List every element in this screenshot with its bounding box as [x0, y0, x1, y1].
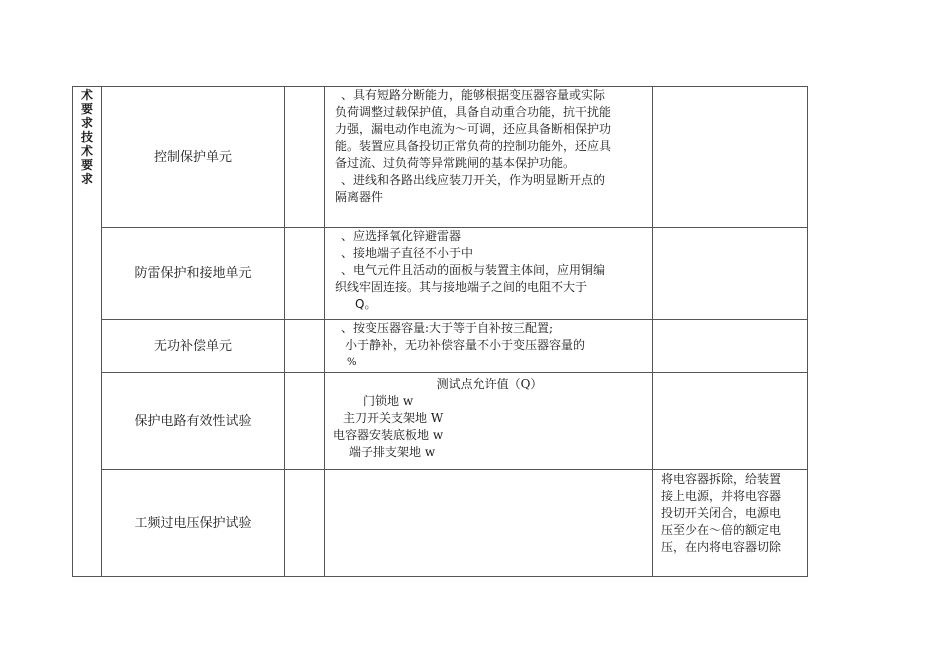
requirement-cell — [325, 320, 653, 373]
requirement-cell — [325, 470, 653, 577]
note-line: 压，在内将电容器切除 — [661, 540, 782, 554]
item-name: 保护电路有效性试验 — [102, 373, 285, 470]
requirement-cell — [325, 228, 653, 320]
requirement-line: 、进线和各路出线应装刀开关，作为明显断开点的 — [341, 173, 606, 187]
empty-cell — [285, 87, 325, 228]
note-cell — [653, 228, 808, 320]
note-cell — [653, 470, 808, 577]
requirement-line: 织线牢固连接。其与接地端子之间的电阻不大于 — [335, 280, 588, 294]
test-header: 测试点允许值（Q） — [436, 377, 543, 391]
note-cell — [653, 320, 808, 373]
note-cell — [653, 373, 808, 470]
table-row — [73, 470, 808, 577]
table-row — [73, 373, 808, 470]
item-name: 工频过电压保护试验 — [102, 470, 285, 577]
test-point: 电容器安装底板地 w — [333, 428, 444, 442]
requirement-line: 、接地端子直径不小于中 — [341, 246, 474, 260]
item-name: 防雷保护和接地单元 — [102, 228, 285, 320]
note-line: 压至少在～倍的额定电 — [661, 523, 782, 537]
table-row — [73, 320, 808, 373]
note-cell — [653, 87, 808, 228]
test-point: 主刀开关支架地 W — [343, 411, 444, 425]
requirement-line: 、具有短路分断能力，能够根据变压器容量或实际 — [341, 88, 606, 102]
technical-requirements-table — [72, 86, 808, 577]
requirement-line: 、按变压器容量:大于等于自补按三配置; — [341, 321, 554, 335]
test-point: 门锁地 w — [363, 394, 414, 408]
empty-cell — [285, 373, 325, 470]
table-row — [73, 87, 808, 228]
note-line: 接上电源，并将电容器 — [661, 489, 782, 503]
requirement-line: 备过流、过负荷等异常跳闸的基本保护功能。 — [335, 156, 576, 170]
empty-cell — [285, 470, 325, 577]
side-label-cell — [73, 87, 102, 577]
requirement-line: 力强，漏电动作电流为～可调，还应具备断相保护功 — [335, 122, 612, 136]
note-line: 投切开关闭合，电源电 — [661, 506, 782, 520]
requirement-line: 能。装置应具备投切正常负荷的控制功能外，还应具 — [335, 139, 612, 153]
empty-cell — [285, 228, 325, 320]
table-row — [73, 228, 808, 320]
requirement-cell — [325, 373, 653, 470]
requirement-line: 、电气元件且活动的面板与装置主体间，应用铜编 — [341, 263, 606, 277]
requirement-line: 、应选择氧化锌避雷器 — [341, 229, 462, 243]
test-point: 端子排支架地 w — [349, 445, 436, 459]
item-name: 无功补偿单元 — [102, 320, 285, 373]
requirement-line: 隔离器件 — [335, 190, 384, 204]
requirement-line: Q。 — [355, 297, 377, 311]
item-name: 控制保护单元 — [102, 87, 285, 228]
side-label: 术要求技术要求 — [80, 88, 93, 186]
note-line: 将电容器拆除，给装置 — [661, 472, 782, 486]
requirement-line: % — [347, 357, 357, 368]
requirement-cell — [325, 87, 653, 228]
requirement-line: 负荷调整过载保护值，具备自动重合功能，抗干扰能 — [335, 105, 612, 119]
empty-cell — [285, 320, 325, 373]
requirement-line: 小于静补，无功补偿容量不小于变压器容量的 — [345, 338, 586, 352]
